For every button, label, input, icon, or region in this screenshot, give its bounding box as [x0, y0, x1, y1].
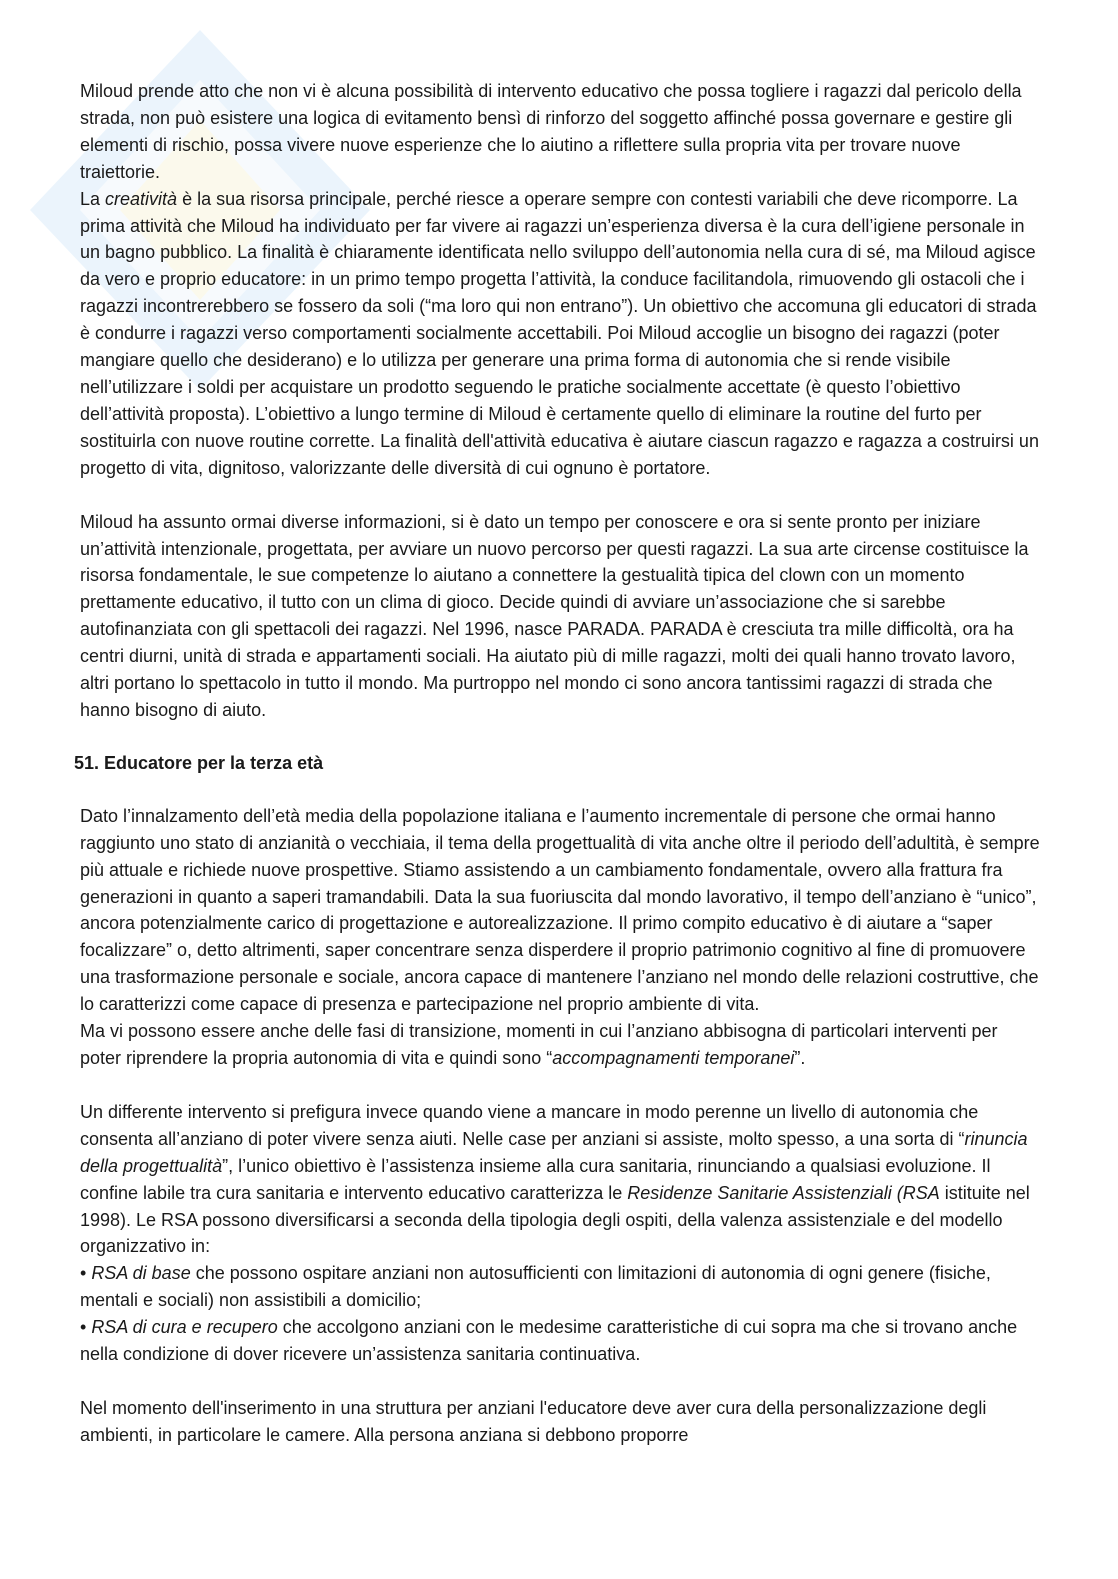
text-run: è la sua risorsa principale, perché riesce a operare sempre con contesti variabili che deve ricomporre. La prima attività che Miloud ha individuato per far vivere ai ragazzi un’esperienza diversa è la cura dell’igiene personale in un bagno pubblico. La finalità è chiaramente identificata nello sviluppo dell’autonomia nella cura di sé, ma Miloud agisce da vero e proprio educatore: in un primo tempo progetta l’attività, la conduce facilitandola, rimuovendo gli ostacoli che i ragazzi incontrerebbero se fossero da soli (“ma loro qui non entrano”). Un obiettivo che accomuna gli educatori di strada è condurre i ragazzi verso comportamenti socialmente accettabili. Poi Miloud accoglie un bisogno dei ragazzi (poter mangiare quello che desiderano) e lo utilizza per generare una prima forma di autonomia che si rende visibile nell’utilizzare i soldi per acquistare un prodotto seguendo le pratiche socialmente accettate (è questo l’obiettivo dell’attività proposta). L’obiettivo a lungo termine di Miloud è certamente quello di eliminare la routine del furto per sostituirla con nuove routine corrette. La finalità dell'attività educativa è aiutare ciascun ragazzo e ragazza a costruirsi un progetto di vita, dignitoso, valorizzante delle diversità di cui ognuno è portatore. [80, 188, 1039, 478]
paragraph [80, 1260, 1040, 1314]
italic-text: RSA di base [91, 1263, 191, 1284]
text-run: Un differente intervento si prefigura invece quando viene a mancare in modo perenne un livello di autonomia che consenta all’anziano di poter vivere senza aiuti. Nelle case per anziani si assiste, molto spesso, a una sorta di “ [80, 1101, 979, 1149]
paragraph [80, 509, 1040, 724]
paragraph [80, 1099, 1040, 1260]
paragraph-gap [80, 1368, 1040, 1395]
italic-text: accompagnamenti temporanei [552, 1048, 795, 1068]
text-run: • [80, 1263, 92, 1284]
paragraph [80, 186, 1040, 482]
document-page [74, 78, 1040, 1449]
text-run: • [80, 1317, 92, 1338]
text-run: che possono ospitare anziani non autosufficienti con limitazioni di autonomia di ogni genere (fisiche, mentali e sociali) non assistibili a domicilio; [80, 1263, 991, 1311]
italic-text: creatività [105, 188, 178, 209]
paragraph [80, 1314, 1040, 1368]
text-run: Ma vi possono essere anche delle fasi di transizione, momenti in cui l’anziano abbisogna di particolari interventi per poter riprendere la propria autonomia di vita e quindi sono “ [80, 1021, 998, 1068]
paragraph [80, 1018, 1040, 1072]
italic-text: RSA di cura e recupero [91, 1317, 278, 1338]
text-run: Miloud prende atto che non vi è alcuna possibilità di intervento educativo che possa togliere i ragazzi dal pericolo della strada, non può esistere una logica di evitamento bensì di rinforzo del soggetto affinché possa governare e gestire gli elementi di rischio, possa vivere nuove esperienze che lo aiutino a riflettere sulla propria vita per trovare nuove traiettorie. [80, 81, 1022, 182]
paragraph [80, 803, 1040, 1018]
text-run: istituite nel 1998). Le RSA possono diversificarsi a seconda della tipologia degli ospiti, della valenza assistenziale e del modello organizzativo in: [80, 1182, 1030, 1257]
italic-text: Residenze Sanitarie Assistenziali (RSA [627, 1182, 940, 1203]
section-heading: 51. Educatore per la terza età [74, 752, 324, 773]
text-run: La [80, 188, 106, 209]
section-terza-eta [80, 803, 1040, 1449]
italic-text: rinuncia della progettualità [80, 1128, 1028, 1176]
paragraph [80, 1395, 1040, 1449]
text-run: Miloud ha assunto ormai diverse informazioni, si è dato un tempo per conoscere e ora si sente pronto per iniziare un’attività intenzionale, progettata, per avviare un nuovo percorso per questi ragazzi. La sua arte circense costituisce la risorsa fondamentale, le sue competenze lo aiutano a connettere la gestualità tipica del clown con un momento prettamente educativo, il tutto con un clima di gioco. Decide quindi di avviare un’associazione che si sarebbe autofinanziata con gli spettacoli dei ragazzi. Nel 1996, nasce PARADA. PARADA è cresciuta tra mille difficoltà, ora ha centri diurni, unità di strada e appartamenti sociali. Ha aiutato più di mille ragazzi, molti dei quali hanno trovato lavoro, altri portano lo spettacolo in tutto il mondo. Ma purtroppo nel mondo ci sono ancora tantissimi ragazzi di strada che hanno bisogno di aiuto. [80, 511, 1029, 720]
paragraph [80, 78, 1040, 186]
section-miloud [80, 78, 1040, 724]
text-run: Dato l’innalzamento dell’età media della popolazione italiana e l’aumento incrementale di persone che ormai hanno raggiunto uno stato di anzianità o vecchiaia, il tema della progettualità di vita anche oltre il periodo dell’adultità, è sempre più attuale e richiede nuove prospettive. Stiamo assistendo a un cambiamento fondamentale, ovvero alla frattura fra generazioni in quanto a saperi tramandabili. Data la sua fuoriuscita dal mondo lavorativo, il tempo dell’anziano è “unico”, ancora potenzialmente carico di progettazione e autorealizzazione. Il primo compito educativo è di aiutare a “saper focalizzare” o, detto altrimenti, saper concentrare senza disperdere il proprio patrimonio cognitivo al fine di promuovere una trasformazione personale e sociale, ancora capace di mantenere l’anziano nel mondo delle relazioni costruttive, che lo caratterizzi come capace di presenza e partecipazione nel proprio ambiente di vita. [80, 805, 1040, 1015]
text-run: che accolgono anziani con le medesime caratteristiche di cui sopra ma che si trovano anche nella condizione di dover ricevere un’assistenza sanitaria continuativa. [80, 1317, 1018, 1365]
text-run: ”. [794, 1048, 806, 1068]
paragraph-gap [80, 482, 1040, 509]
text-run: ”, l’unico obiettivo è l’assistenza insieme alla cura sanitaria, rinunciando a qualsiasi evoluzione. Il confine labile tra cura sanitaria e intervento educativo caratterizza le [80, 1155, 991, 1203]
text-run: Nel momento dell'inserimento in una struttura per anziani l'educatore deve aver cura della personalizzazione degli ambienti, in particolare le camere. Alla persona anziana si debbono proporre [80, 1397, 987, 1445]
paragraph-gap [80, 1072, 1040, 1099]
